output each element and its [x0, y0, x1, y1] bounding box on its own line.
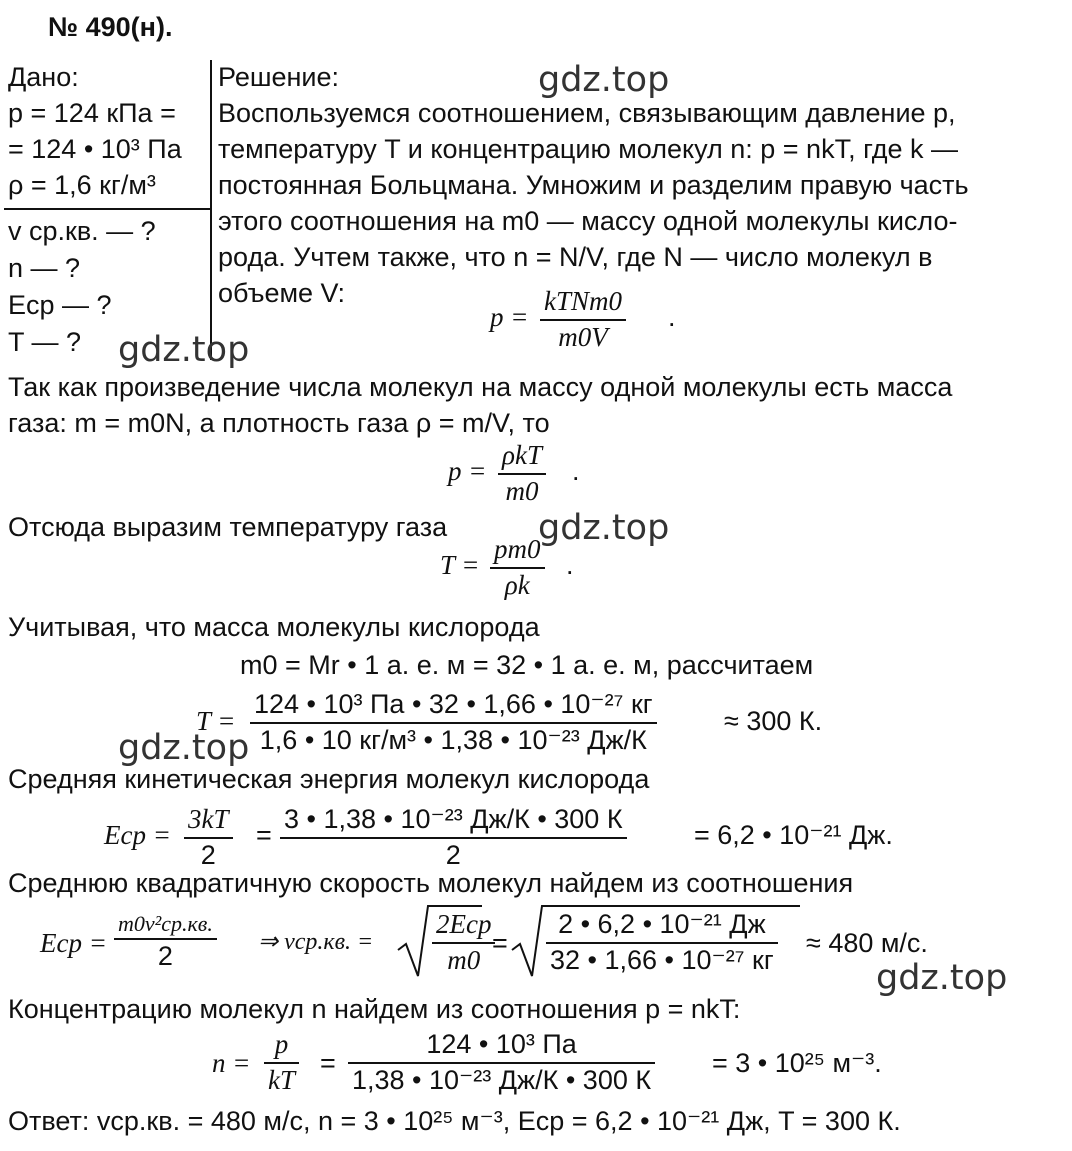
given-line-2: = 124 • 10³ Па — [8, 134, 182, 164]
formula-6-fraction-1 — [114, 912, 217, 972]
formula-3-denominator: ρk — [504, 569, 530, 600]
p3: Отсюда выразим температуру газа — [8, 512, 448, 542]
p2-line-2: газа: m = m0N, а плотность газа ρ = m/V, то — [8, 408, 550, 438]
formula-6-numerator-2: 2Eср — [436, 909, 492, 939]
given-line-3: ρ = 1,6 кг/м³ — [8, 170, 156, 200]
formula-6-fraction-2 — [432, 910, 495, 975]
formula-2-numerator: ρkT — [502, 440, 542, 470]
formula-5-lhs: Eср = — [104, 820, 171, 850]
watermark-5: gdz.top — [876, 958, 1008, 998]
solution-label: Решение: — [218, 62, 340, 92]
given-label: Дано: — [8, 62, 79, 92]
watermark-1: gdz.top — [538, 60, 670, 100]
intro-line-4: этого соотношения на m0 — массу одной молекулы кисло- — [218, 206, 958, 236]
formula-6-lhs: Eср = — [40, 928, 107, 958]
formula-7-eq: = — [320, 1048, 336, 1078]
formula-5-fraction-2 — [280, 805, 627, 870]
formula-6-denominator-1: 2 — [157, 941, 173, 972]
formula-1-fraction — [540, 287, 626, 352]
intro-line-5: рода. Учтем также, что n = N/V, где N — число молекул в — [218, 242, 933, 272]
formula-3-tail: . — [566, 550, 574, 580]
formula-7-denominator-2: 1,38 • 10⁻²³ Дж/К • 300 К — [352, 1064, 652, 1095]
intro-line-2: температуру T и концентрацию молекул n: p = nkT, где k — — [218, 134, 958, 164]
problem-number: № 490(н). — [48, 12, 173, 42]
formula-4-denominator: 1,6 • 10 кг/м³ • 1,38 • 10⁻²³ Дж/К — [259, 724, 647, 755]
formula-1-denominator: m0V — [558, 321, 608, 352]
answer: Ответ: vср.кв. = 480 м/с, n = 3 • 10²⁵ м⁻³, Eср = 6,2 • 10⁻²¹ Дж, T = 300 К. — [8, 1106, 901, 1136]
formula-4-tail: ≈ 300 К. — [724, 706, 823, 736]
formula-6-numerator-1: m0v²ср.кв. — [118, 911, 213, 936]
intro-line-6: объеме V: — [218, 278, 346, 308]
formula-6-denominator-2: m0 — [447, 944, 481, 975]
formula-7-numerator-1: p — [274, 1029, 289, 1059]
unknown-2: n — ? — [8, 253, 81, 283]
formula-7-lhs: n = — [212, 1048, 251, 1078]
unknown-1: v ср.кв. — ? — [8, 216, 156, 246]
p2-line-1: Так как произведение числа молекул на массу одной молекулы есть масса — [8, 372, 953, 402]
given-divider — [210, 60, 212, 360]
p5: Средняя кинетическая энергия молекул кислорода — [8, 764, 650, 794]
formula-6-tail: ≈ 480 м/с. — [806, 928, 928, 958]
p7: Концентрацию молекул n найдем из соотношения p = nkT: — [8, 994, 741, 1024]
formula-5-numerator-2: 3 • 1,38 • 10⁻²³ Дж/К • 300 К — [284, 804, 623, 834]
formula-6-denominator-3: 32 • 1,66 • 10⁻²⁷ кг — [550, 944, 774, 975]
formula-2-lhs: p = — [448, 456, 487, 486]
formula-2-fraction — [498, 441, 546, 506]
p6: Среднюю квадратичную скорость молекул найдем из соотношения — [8, 868, 854, 898]
formula-3-fraction — [490, 535, 545, 600]
given-line-1: p = 124 кПа = — [8, 98, 176, 128]
formula-6-fraction-3 — [546, 910, 778, 975]
unknown-3: Eср — ? — [8, 290, 112, 320]
formula-4-lhs: T = — [196, 706, 236, 736]
formula-1-tail: . — [668, 302, 676, 332]
formula-6-arrow: ⇒ vср.кв. = — [258, 929, 374, 955]
intro-line-1: Воспользуемся соотношением, связывающим давление p, — [218, 98, 956, 128]
formula-1-numerator: kTNm0 — [544, 286, 623, 316]
formula-6-numerator-3: 2 • 6,2 • 10⁻²¹ Дж — [558, 909, 766, 939]
unknown-4: T — ? — [8, 327, 82, 357]
formula-5-denominator-2: 2 — [445, 839, 461, 870]
formula-5-eq: = — [256, 820, 272, 850]
formula-1-lhs: p = — [490, 302, 529, 332]
formula-5-denominator-1: 2 — [200, 839, 216, 870]
formula-7-numerator-2: 124 • 10³ Па — [426, 1029, 577, 1059]
watermark-3: gdz.top — [538, 508, 670, 548]
formula-4-fraction — [250, 690, 657, 755]
p4: Учитывая, что масса молекулы кислорода — [8, 612, 540, 642]
formula-7-tail: = 3 • 10²⁵ м⁻³. — [712, 1048, 882, 1078]
formula-3-lhs: T = — [440, 550, 480, 580]
formula-3-numerator: pm0 — [494, 534, 541, 564]
formula-2-tail: . — [572, 456, 580, 486]
formula-7-denominator-1: kT — [268, 1064, 295, 1095]
given-separator — [4, 208, 210, 210]
formula-5-fraction-1 — [184, 805, 233, 870]
watermark-2: gdz.top — [118, 330, 250, 370]
formula-5-numerator-1: 3kT — [188, 804, 229, 834]
formula-7-fraction-1 — [264, 1030, 299, 1095]
watermark-4: gdz.top — [118, 728, 250, 768]
formula-6-eq: = — [492, 928, 508, 958]
formula-4-numerator: 124 • 10³ Па • 32 • 1,66 • 10⁻²⁷ кг — [254, 689, 653, 719]
formula-7-fraction-2 — [348, 1030, 655, 1095]
intro-line-3: постоянная Больцмана. Умножим и разделим правую часть — [218, 170, 969, 200]
formula-2-denominator: m0 — [505, 475, 539, 506]
formula-5-tail: = 6,2 • 10⁻²¹ Дж. — [694, 820, 893, 850]
p4b: m0 = Mr • 1 а. е. м = 32 • 1 а. е. м, рассчитаем — [240, 650, 814, 680]
